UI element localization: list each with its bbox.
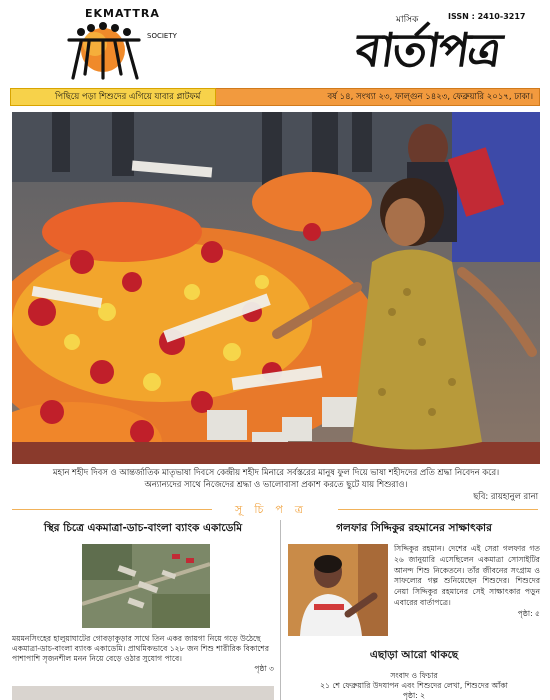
- info-bar: [10, 88, 540, 106]
- right-article-title[interactable]: গলফার সিদ্দিকুর রহমানের সাক্ষাৎকার: [336, 522, 492, 534]
- contents-left-column: [12, 520, 274, 700]
- masthead-small-label: মাসিক: [396, 15, 419, 25]
- issue-info: বর্ষ ১৪, সংখ্যা ২৩, ফাল্গুন ১৪২৩, ফেব্রুয়ারি ২০১৭, ঢাকা।: [216, 88, 540, 106]
- masthead-title: বার্তাপত্র: [352, 23, 504, 77]
- also-inside-item[interactable]: ২১ শে ফেব্রুয়ারি উদযাপন এবং শিশুদের লেখা, শিশুদের আঁকা: [320, 681, 508, 690]
- right-article-page: পৃষ্ঠা: ৫: [517, 608, 540, 618]
- academy-aerial-photo: [82, 544, 210, 628]
- cover-photo: [12, 112, 540, 464]
- contents-right-column: [288, 520, 540, 700]
- left-article-summary: [12, 634, 274, 674]
- left-column-footer-image: [12, 686, 274, 700]
- page-header: [0, 0, 550, 88]
- right-article-summary: [394, 544, 540, 620]
- right-article-text: সিদ্দিকুর রহমান। দেশের এই সেরা গলফার গত ২৬ জানুয়ারি এসেছিলেন একমাত্রা সোসাইটির আনন্দ শিশু নিকেতনে। তাঁর জীবনের সংগ্রাম ও সাফল্যের গল্প শুনিয়েছেন শিশুদের। শিশুদের নেয়া সিদ্দিকুর রহমানের সেই সাক্ষাৎকার পড়ুন এবারের বার্তাপত্রে।: [394, 544, 540, 607]
- photo-credit: ছবি: রায়হানুল রানা: [473, 491, 538, 501]
- photo-caption-line-2: অন্যান্যদের সাথে নিজেদের শ্রদ্ধা ও ভালোবাসা প্রকাশ করতে ছুটে যায় শিশুরাও।: [144, 479, 408, 489]
- aerial-photo-graphic: [82, 544, 210, 628]
- left-article-title[interactable]: স্থির চিত্রে একমাত্রা-ডাচ-বাংলা ব্যাংক একাডেমি: [43, 522, 243, 534]
- also-inside-title: এছাড়া আরো থাকছে: [369, 649, 459, 661]
- contents-heading-text: সূচিপত্র: [235, 503, 315, 516]
- logo-subtext: SOCIETY: [147, 32, 177, 40]
- photo-caption: [12, 466, 540, 490]
- logo-text: EKMATTRA: [85, 7, 160, 20]
- contents-heading: [0, 500, 550, 518]
- left-article-text: ময়মনসিংহের হালুয়াঘাটের গোবড়াকুড়ার সাথে তিন একর জায়গা নিয়ে গড়ে উঠেছে একমাত্রা-ডাচ-বাংলা ব্যাংক একাডেমি। প্রাথমিকভাবে ১২৮ জন শিশু শারীরিক বিকাশের পাশাপাশি সৃজনশীল মনন নিয়ে বেড়ে ওঠার সুযোগ পাবে।: [12, 634, 270, 663]
- golfer-portrait: [288, 544, 388, 636]
- tagline: পিছিয়ে পড়া শিশুদের এগিয়ে যাবার প্লাটফর্ম: [10, 88, 216, 106]
- also-inside-page: পৃষ্ঠা: ২: [402, 691, 426, 700]
- column-divider: [280, 520, 281, 700]
- photo-caption-line-1: মহান শহীদ দিবস ও আন্তর্জাতিক মাতৃভাষা দিবসে কেন্দ্রীয় শহীদ মিনারে সর্বস্তরের মানুষ ফুল দিয়ে ভাষা শহীদদের প্রতি শ্রদ্ধা নিবেদন করে।: [52, 467, 500, 477]
- ekmattra-logo: [55, 4, 175, 84]
- also-inside-category: সংবাদ ও ফিচার: [390, 671, 438, 680]
- cover-photo-illustration: [12, 112, 540, 464]
- issn-label: ISSN : 2410-3217: [448, 12, 526, 21]
- masthead: [352, 8, 542, 84]
- left-article-page: পৃষ্ঠা ৩: [254, 664, 274, 673]
- golfer-portrait-graphic: [288, 544, 388, 636]
